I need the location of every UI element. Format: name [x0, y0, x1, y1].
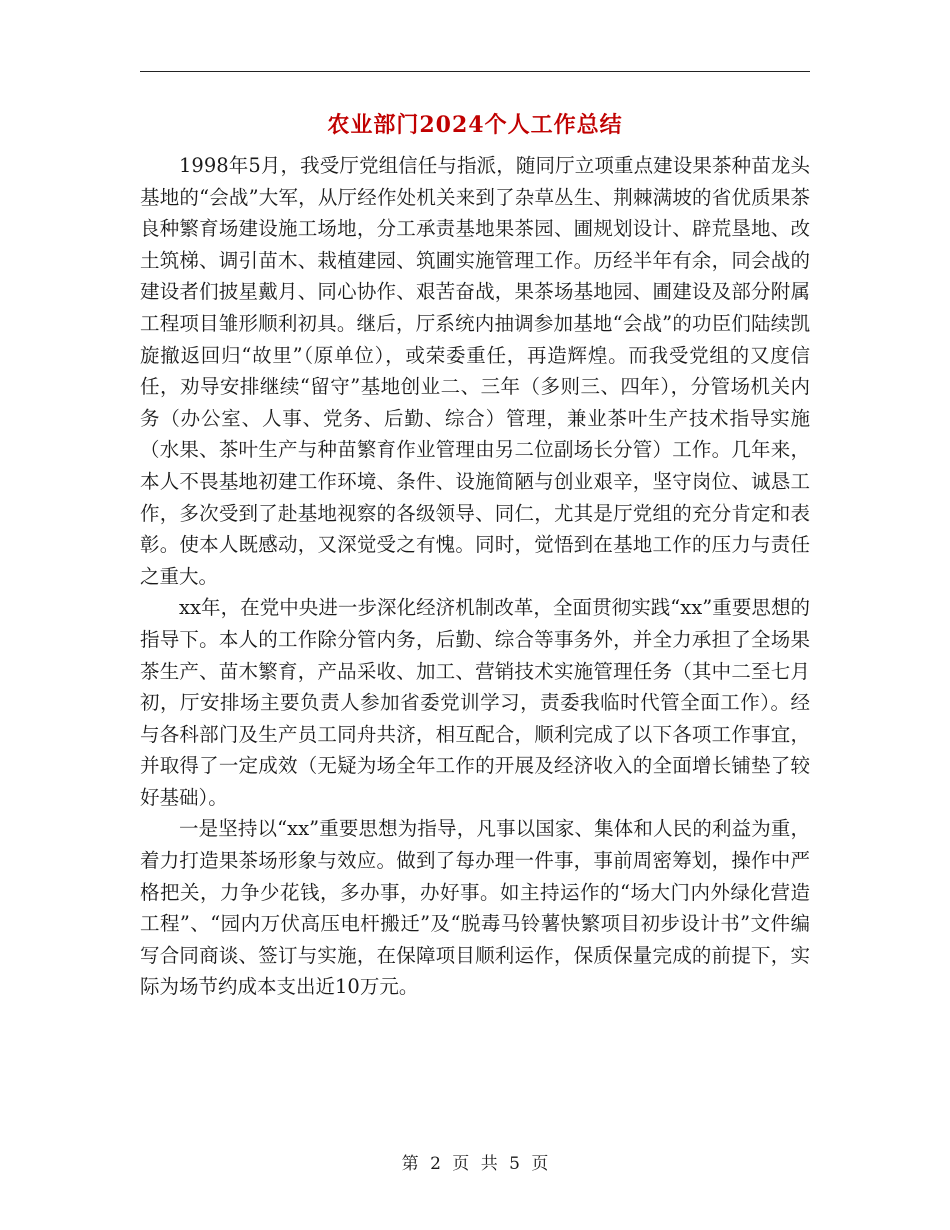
paragraph-2: xx年，在党中央进一步深化经济机制改革，全面贯彻实践“xx”重要思想的指导下。本人的工作除分管内务，后勤、综合等事务外，并全力承担了全场果茶生产、苗木繁育，产品采收、加工、营销技术实施管理任务（其中二至七月初，厅安排场主要负责人参加省委党训学习，责委我临时代管全面工作）。经与各科部门及生产员工同舟共济，相互配合，顺利完成了以下各项工作事宜，并取得了一定成效（无疑为场全年工作的开展及经济收入的全面增长铺垫了较好基础）。 — [140, 596, 810, 809]
document-title: 农业部门2024个人工作总结 — [327, 112, 623, 138]
paragraph-1: 1998年5月，我受厅党组信任与指派，随同厅立项重点建设果茶种苗龙头基地的“会战”大军，从厅经作处机关来到了杂草丛生、荆棘满坡的省优质果茶良种繁育场建设施工场地，分工承责基地果茶园、圃规划设计、辟荒垦地、改土筑梯、调引苗木、栽植建园、筑圃实施管理工作。历经半年有余，同会战的建设者们披星戴月、同心协作、艰苦奋战，果茶场基地园、圃建设及部分附属工程项目雏形顺利初具。继后，厅系统内抽调参加基地“会战”的功臣们陆续凯旋撤返回归“故里”（原单位），或荣委重任，再造辉煌。而我受党组的又度信任，劝导安排继续“留守”基地创业二、三年（多则三、四年），分管场机关内务（办公室、人事、党务、后勤、综合）管理，兼业茶叶生产技术指导实施（水果、茶叶生产与种苗繁育作业管理由另二位副场长分管）工作。几年来，本人不畏基地初建工作环境、条件、设施简陋与创业艰辛，坚守岗位、诚恳工作，多次受到了赴基地视察的各级领导、同仁，尤其是厅党组的充分肯定和表彰。使本人既感动，又深觉受之有愧。同时，觉悟到在基地工作的压力与责任之重大。 — [140, 154, 810, 588]
page-number-footer: 第 2 页 共 5 页 — [401, 1154, 549, 1174]
paragraph-3: 一是坚持以“xx”重要思想为指导，凡事以国家、集体和人民的利益为重，着力打造果茶场形象与效应。做到了每办理一件事，事前周密筹划，操作中严格把关，力争少花钱，多办事，办好事。如主持运作的“场大门内外绿化营造工程”、“园内万伏高压电杆搬迁”及“脱毒马铃薯快繁项目初步设计书”文件编写合同商谈、签订与实施，在保障项目顺利运作，保质保量完成的前提下，实际为场节约成本支出近10万元。 — [140, 817, 810, 999]
header-rule — [140, 71, 810, 72]
document-body — [140, 150, 810, 1003]
